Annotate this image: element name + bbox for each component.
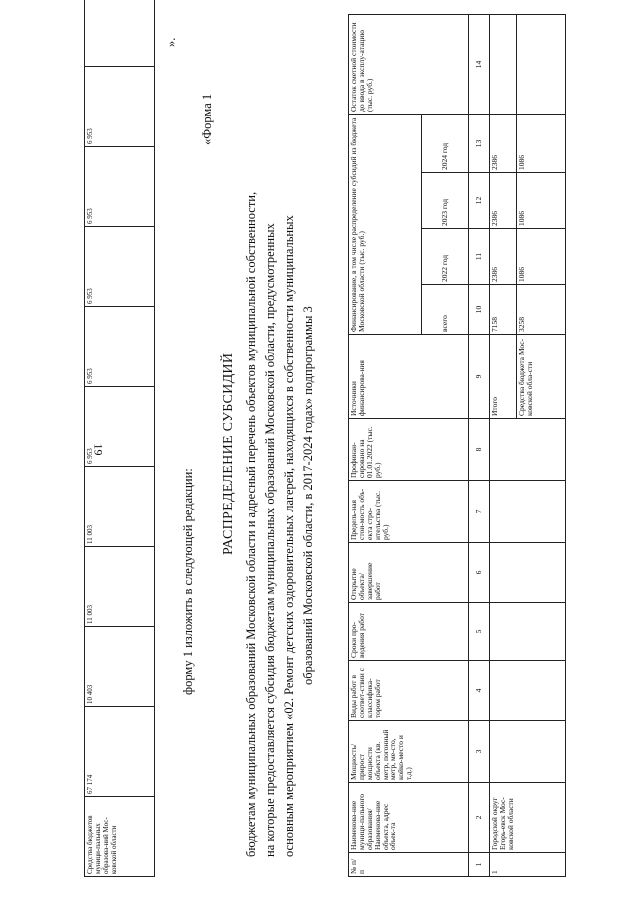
row-source: Итого — [490, 335, 517, 419]
column-number: 8 — [469, 419, 490, 481]
header-no: № п/п — [349, 853, 469, 877]
column-number: 6 — [469, 543, 490, 603]
row-cell — [490, 661, 566, 721]
header-2024: 2024 год — [422, 114, 469, 172]
top-table-label: Средства бюджетов муници-пальных образова-ний Мос-ковской области — [85, 797, 155, 877]
header-total: всего — [422, 285, 469, 335]
column-number: 12 — [469, 173, 490, 229]
top-table-value: 67 174 — [85, 707, 155, 797]
subtitle-line: на которые предоставляется субсидия бюджетам муниципальных образований Московской области, предусмотренных — [263, 223, 277, 857]
column-number: 4 — [469, 661, 490, 721]
header-funding: Финансирование, в том числе распределение субсидий из бюджета Московской области (тыс. руб.) — [349, 114, 422, 334]
column-number: 7 — [469, 481, 490, 543]
top-table-value: 6 953 — [85, 387, 155, 467]
subtitle-line: бюджетам муниципальных образований Московской области и адресный перечень объектов муниципальной собственности, — [244, 191, 258, 857]
table-row — [490, 14, 517, 876]
row-source: Средства бюджета Мос-ковской обла-сти — [517, 335, 566, 419]
instruction-text: форму 1 изложить в следующей редакции: — [181, 468, 195, 695]
header-2023: 2023 год — [422, 173, 469, 229]
row-cell — [490, 721, 566, 783]
row-total: 7158 — [490, 285, 517, 335]
row-cell — [490, 481, 566, 543]
row-remaining — [517, 14, 566, 114]
header-capacity: Мощность/ прирост мощности объекта (кв. метр, погонный метр, ме-сто, койко-место и т.д.) — [349, 721, 469, 783]
subtitle-line: образований Московской области, в 2017-2024 годах» подпрограммы 3 — [301, 306, 315, 685]
row-cell — [490, 603, 566, 661]
top-table-value: 10 403 — [85, 627, 155, 707]
top-table-value: 6 953 — [85, 307, 155, 387]
header-name: Наименова-ние муници-пального образования/ Наименова-ние объекта, адрес объек-та — [349, 783, 469, 853]
column-number: 2 — [469, 783, 490, 853]
column-number: 1 — [469, 853, 490, 877]
row-2024: 2386 — [490, 114, 517, 172]
header-limit: Предель-ная стои-мость объ-екта стро-ительства (тыс. руб.) — [349, 481, 469, 543]
row-remaining — [490, 14, 517, 114]
header-row — [349, 14, 422, 876]
row-no: 1 — [490, 853, 566, 877]
row-2023: 2386 — [490, 173, 517, 229]
top-table — [84, 0, 155, 877]
row-2024: 1086 — [517, 114, 566, 172]
header-opening: Открытие объекта/ завершение работ — [349, 543, 469, 603]
row-total: 3258 — [517, 285, 566, 335]
heading: РАСПРЕДЕЛЕНИЕ СУБСИДИЙ — [221, 352, 236, 555]
top-table-value: 11 003 — [85, 467, 155, 547]
header-terms: Сроки про-ведения работ — [349, 603, 469, 661]
column-number-row — [469, 14, 490, 876]
header-sources: Источники финансирова-ния — [349, 335, 469, 419]
top-table-value: 6 953 — [85, 67, 155, 147]
header-financed: Профинан-сировано на 01.01.2022 (тыс. руб.) — [349, 419, 469, 481]
header-2022: 2022 год — [422, 229, 469, 285]
column-number: 14 — [469, 14, 490, 114]
row-2022: 2386 — [490, 229, 517, 285]
top-table-value: 11 003 — [85, 547, 155, 627]
form-label: «Форма 1 — [200, 93, 214, 145]
column-number: 11 — [469, 229, 490, 285]
column-number: 10 — [469, 285, 490, 335]
top-table-value: 6 953 — [85, 147, 155, 227]
row-name: Городской округ Егорь-евск Мос-ковской области — [490, 783, 566, 853]
top-table-row — [85, 0, 155, 877]
row-2023: 1086 — [517, 173, 566, 229]
header-works: Виды работ в соответ-ствии с классифика-тором работ — [349, 661, 469, 721]
row-cell — [490, 419, 566, 481]
page-number: 19 — [91, 443, 106, 456]
column-number: 5 — [469, 603, 490, 661]
closing-mark: ». — [164, 37, 178, 47]
row-cell — [490, 543, 566, 603]
column-number: 9 — [469, 335, 490, 419]
top-table-value — [85, 0, 155, 67]
column-number: 3 — [469, 721, 490, 783]
subtitle-line: основным мероприятием «02. Ремонт детских оздоровительных лагерей, находящихся в собственности муниципальных — [282, 215, 296, 857]
row-2022: 1086 — [517, 229, 566, 285]
top-table-value: 6 953 — [85, 227, 155, 307]
main-table — [348, 14, 566, 877]
header-remaining: Остаток сметной стоимости до ввода в эксплу-атацию (тыс. руб.) — [349, 14, 469, 114]
column-number: 13 — [469, 114, 490, 172]
